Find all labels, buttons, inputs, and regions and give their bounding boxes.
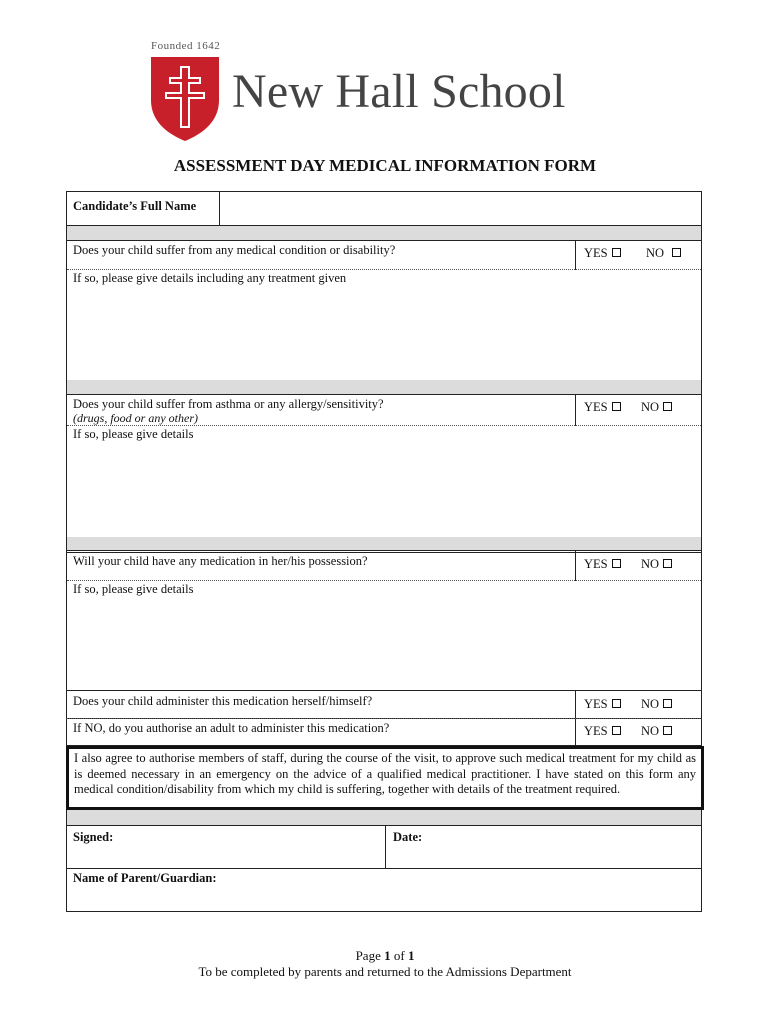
q4-question: Does your child administer this medication herself/himself? (73, 694, 373, 708)
date-field[interactable] (435, 828, 697, 866)
school-crest-icon (150, 56, 220, 142)
q2-question: Does your child suffer from asthma or any allergy/sensitivity? (73, 397, 384, 411)
checkbox-icon (663, 726, 672, 735)
candidate-name-field[interactable] (221, 192, 699, 225)
parent-guardian-label: Name of Parent/Guardian: (73, 871, 217, 885)
q1-question: Does your child suffer from any medical condition or disability? (73, 243, 396, 257)
q3-no-checkbox[interactable] (641, 557, 672, 572)
q1-details-label: If so, please give details including any treatment given (73, 271, 347, 285)
founded-text: Founded 1642 (151, 40, 221, 52)
q5-question: If NO, do you authorise an adult to administer this medication? (73, 721, 390, 735)
q1-no-checkbox[interactable] (646, 246, 681, 261)
q1-yes-checkbox[interactable] (584, 246, 621, 261)
q5-no-checkbox[interactable] (641, 724, 672, 739)
checkbox-icon (663, 699, 672, 708)
signed-label: Signed: (73, 830, 114, 844)
checkbox-icon (612, 699, 621, 708)
no-label: NO (646, 246, 665, 260)
separator-bar (66, 810, 702, 826)
signature-section (66, 825, 702, 912)
separator-bar (66, 226, 702, 241)
no-label: NO (641, 697, 660, 711)
q3-yes-checkbox[interactable] (584, 557, 621, 572)
checkbox-icon (612, 726, 621, 735)
signed-field[interactable] (137, 828, 377, 866)
q3-details-label: If so, please give details (73, 582, 194, 596)
q5-row (66, 718, 702, 746)
yes-label: YES (584, 724, 608, 738)
q4-yes-checkbox[interactable] (584, 697, 621, 712)
q4-row (66, 690, 702, 719)
q1-details-field[interactable] (69, 289, 699, 379)
candidate-row (66, 191, 702, 226)
q2-details-field[interactable] (69, 445, 699, 549)
candidate-name-label: Candidate’s Full Name (73, 199, 197, 213)
checkbox-icon (612, 559, 621, 568)
page-of: of (393, 948, 405, 963)
yes-label: YES (584, 400, 608, 414)
yes-label: YES (584, 557, 608, 571)
q2-note: (drugs, food or any other) (73, 411, 198, 425)
page-number (0, 948, 770, 964)
checkbox-icon (663, 402, 672, 411)
q4-no-checkbox[interactable] (641, 697, 672, 712)
checkbox-icon (663, 559, 672, 568)
checkbox-icon (612, 402, 621, 411)
q3-section (66, 550, 702, 691)
separator-bar (66, 537, 702, 551)
parent-guardian-field[interactable] (247, 870, 697, 908)
footer-note: To be completed by parents and returned to the Admissions Department (198, 964, 572, 979)
q2-no-checkbox[interactable] (641, 400, 672, 415)
yes-label: YES (584, 246, 608, 260)
separator-bar (66, 380, 702, 395)
q3-question: Will your child have any medication in her/his possession? (73, 554, 368, 568)
q5-yes-checkbox[interactable] (584, 724, 621, 739)
school-name: New Hall School (232, 65, 566, 118)
checkbox-icon (612, 248, 621, 257)
q2-yes-checkbox[interactable] (584, 400, 621, 415)
form-title: ASSESSMENT DAY MEDICAL INFORMATION FORM (173, 156, 597, 175)
q2-section (66, 394, 702, 553)
yes-label: YES (584, 697, 608, 711)
checkbox-icon (672, 248, 681, 257)
date-label: Date: (393, 830, 423, 844)
q1-section (66, 240, 702, 381)
q2-details-label: If so, please give details (73, 427, 194, 441)
no-label: NO (641, 724, 660, 738)
no-label: NO (641, 400, 660, 414)
consent-statement: I also agree to authorise members of staff, during the course of the visit, to approve such medical treatment for my child as is deemed necessary in an emergency on the advice of a qualified medical practitioner. I have stated on this form any medical condition/disability from which my child is suffering, together with details of the treatment required. (66, 746, 704, 810)
no-label: NO (641, 557, 660, 571)
q3-details-field[interactable] (69, 601, 699, 689)
page-total: 1 (407, 948, 415, 963)
page-word: Page (355, 948, 381, 963)
page-current: 1 (384, 948, 391, 963)
